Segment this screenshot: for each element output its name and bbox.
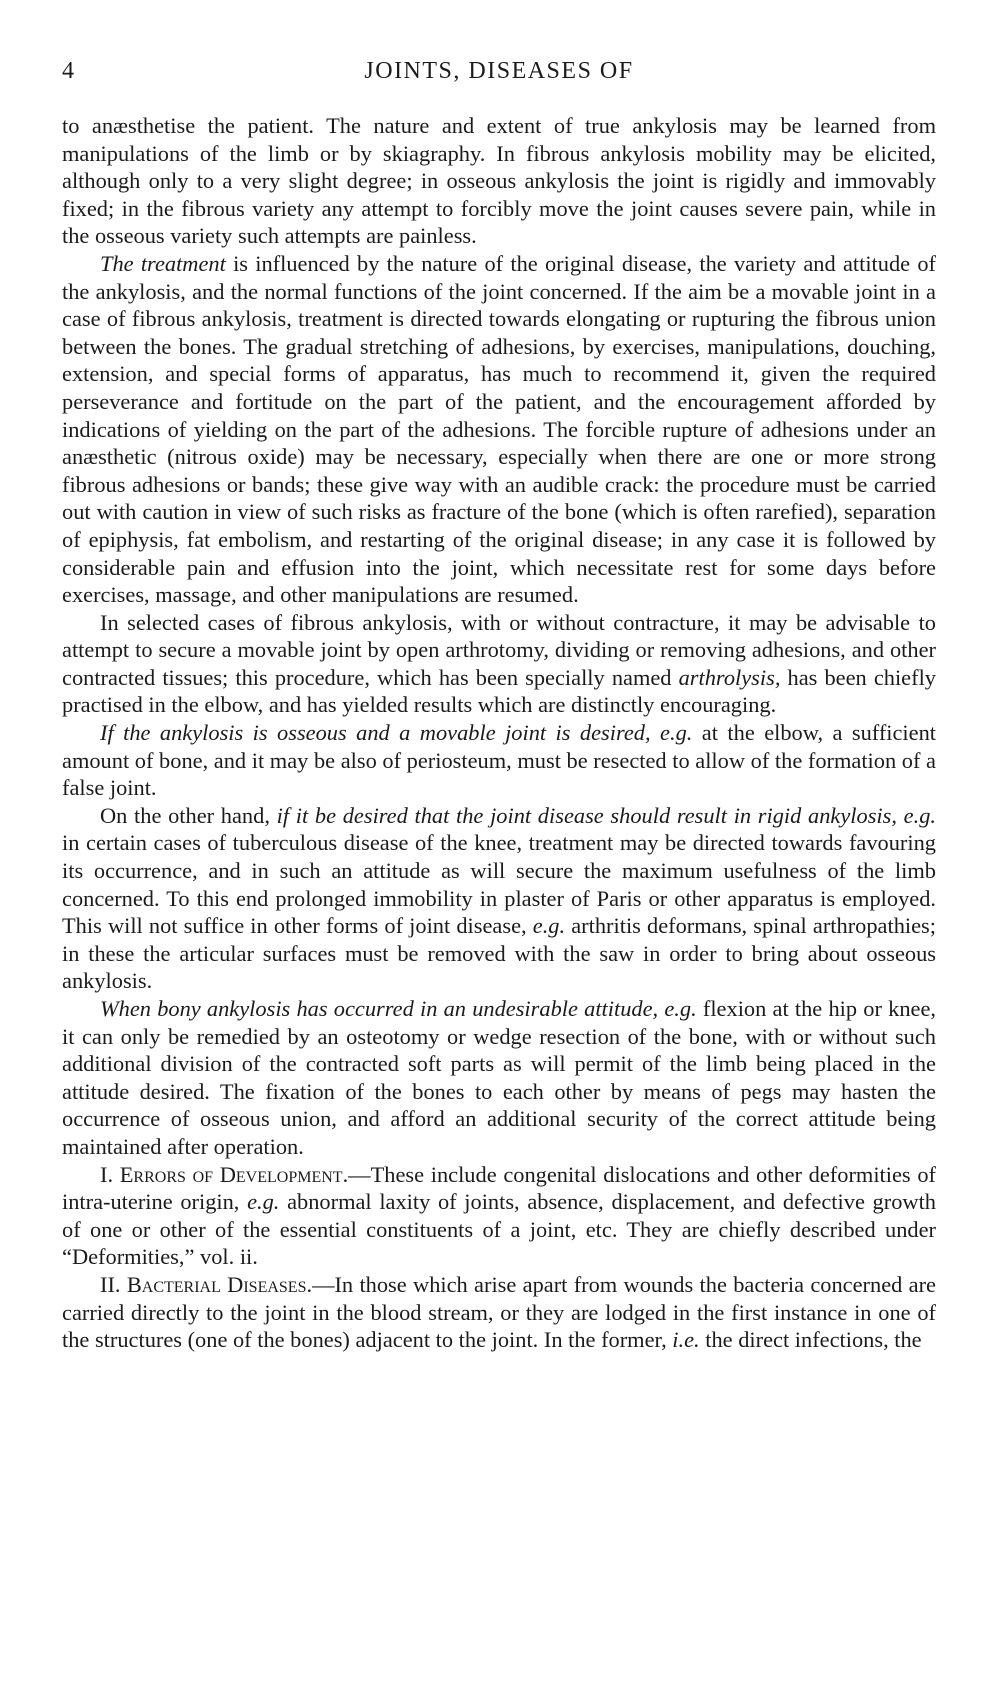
paragraph-treatment bbox=[62, 250, 936, 609]
italic-abbrev: i.e. bbox=[672, 1327, 700, 1353]
italic-phrase: When bony ankylosis has occurred in an undesirable attitude, e.g. bbox=[100, 996, 697, 1021]
running-head bbox=[62, 52, 936, 92]
page bbox=[62, 52, 936, 1354]
section-heading: Errors of Development bbox=[119, 1161, 343, 1187]
italic-phrase: The treatment bbox=[100, 250, 226, 276]
italic-phrase: If the ankylosis is osseous and a movable joint is desired, e.g. bbox=[100, 720, 693, 746]
paragraph-text: is influenced by the nature of the original disease, the variety and attitude of the ankylosis, and the normal functions of the joint concerned. If the aim be a movable joint in a case of fibrous ankylosis, treatment is directed towards elongating or rupturing the fibrous union between the bones. The gradual stretching of adhesions, by exercises, manipulations, douching, extension, and special forms of apparatus, has much to recommend it, given the required perseverance and fortitude on the part of the patient, and the encouragement afforded by indications of yielding on the part of the adhesions. The forcible rupture of adhesions under an anæsthetic (nitrous oxide) may be necessary, especially when there are one or more strong fibrous adhesions or bands; these give way with an audible crack: the procedure must be carried out with caution in view of such risks as fracture of the bone (which is often rarefied), separation of epiphysis, fat embolism, and restarting of the original disease; in any case it is followed by considerable pain and effusion into the joint, which necessitate rest for some days before exercises, massage, and other manipulations are resumed. bbox=[62, 250, 936, 608]
page-number: 4 bbox=[62, 58, 76, 84]
italic-term: arthrolysis, bbox=[678, 664, 781, 690]
paragraph-arthrolysis bbox=[62, 609, 936, 719]
paragraph-text: .—In those which arise apart from wounds the bacteria concerned are carried directly to the joint in the blood stream, or they are lodged in the first instance in one of the structures (one of the bones) adjacent to the joint. In the former, bbox=[62, 1271, 936, 1353]
paragraph-osseous bbox=[62, 719, 936, 802]
paragraph-bony-ankylosis bbox=[62, 995, 936, 1161]
paragraph-text: in certain cases of tuberculous disease of the knee, treatment may be directed towards favouring its occurrence, and in such an attitude as will secure the maximum usefulness of the limb concerned. To this end prolonged immobility in plaster of Paris or other apparatus is employed. This will not suffice in other forms of joint disease, bbox=[62, 830, 936, 939]
paragraph-1 bbox=[62, 112, 936, 250]
italic-abbrev: e.g. bbox=[532, 913, 566, 939]
paragraph-rigid-ankylosis bbox=[62, 802, 936, 995]
italic-abbrev: e.g. bbox=[247, 1189, 280, 1215]
header-title: JOINTS, DISEASES OF bbox=[364, 58, 634, 84]
paragraph-text: flexion at the hip or knee, it can only be remedied by an osteotomy or wedge resection of the bone, with or without such additional division of the contracted soft parts as will permit of the limb being placed in the attitude desired. The fixation of the bones to each other by means of pegs may hasten the occurrence of osseous union, and afford an additional security of the correct attitude being maintained after operation. bbox=[62, 996, 936, 1159]
paragraph-text: arthritis deformans, spinal arthropathies; in these the articular surfaces must be removed with the saw in order to bring about osseous ankylosis. bbox=[62, 913, 936, 994]
paragraph-1-text: to anæsthetise the patient. The nature and extent of true ankylosis may be learned from manipulations of the limb or by skiagraphy. In fibrous ankylosis mobility may be elicited, although only to a very slight degree; in osseous ankylosis the joint is rigidly and immovably fixed; in the fibrous variety any attempt to forcibly move the joint causes severe pain, while in the osseous variety such attempts are painless. bbox=[62, 113, 936, 249]
section-numeral: I. bbox=[100, 1161, 120, 1187]
paragraph-text: .—These include congenital dislocations and other deformities of intra-uterine origin, bbox=[62, 1161, 936, 1215]
paragraph-text: the direct infections, the bbox=[699, 1327, 922, 1353]
paragraph-text: In selected cases of fibrous ankylosis, with or without contracture, it may be advisable to attempt to secure a movable joint by open arthrotomy, dividing or removing adhesions, and other contracted tissues; this procedure, which has been specially named bbox=[62, 609, 936, 690]
section-numeral: II. bbox=[100, 1271, 127, 1297]
paragraph-text: has been chiefly practised in the elbow, and has yielded results which are distinctly encouraging. bbox=[62, 664, 936, 718]
paragraph-errors-of-development bbox=[62, 1161, 936, 1271]
body-text bbox=[62, 112, 936, 1354]
paragraph-text: at the elbow, a sufficient amount of bone, and it may be also of periosteum, must be resected to allow of the formation of a false joint. bbox=[62, 720, 937, 801]
paragraph-bacterial-diseases bbox=[62, 1271, 936, 1354]
paragraph-text: On the other hand, bbox=[100, 802, 277, 828]
italic-phrase: if it be desired that the joint disease should result in rigid ankylosis, e.g. bbox=[276, 802, 936, 828]
section-heading: Bacterial Diseases bbox=[126, 1271, 307, 1297]
paragraph-text: abnormal laxity of joints, absence, displacement, and defective growth of one or other of the essential constituents of a joint, etc. They are chiefly described under “Deformities,” vol. ii. bbox=[62, 1189, 936, 1270]
